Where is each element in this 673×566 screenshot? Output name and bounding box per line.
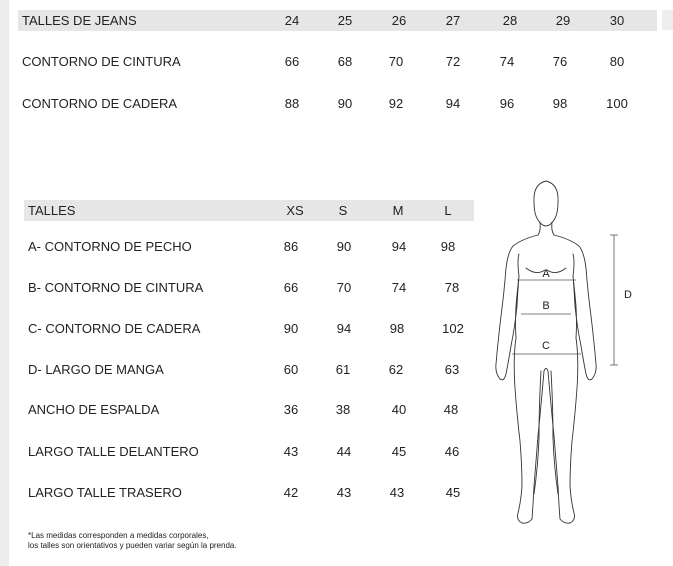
- cell-value: 46: [444, 444, 460, 459]
- cell-value: 102: [442, 321, 464, 336]
- cell-value: 70: [336, 280, 352, 295]
- cell-value: 68: [337, 54, 353, 69]
- jeans-size: 27: [445, 13, 461, 28]
- cell-value: 90: [337, 96, 353, 111]
- cell-value: 76: [552, 54, 568, 69]
- cell-value: 80: [609, 54, 625, 69]
- cell-value: 38: [335, 402, 351, 417]
- cell-value: 43: [283, 444, 299, 459]
- size-header-band: [24, 200, 474, 221]
- cell-value: 45: [445, 485, 461, 500]
- row-label: ANCHO DE ESPALDA: [28, 402, 160, 417]
- row-label: CONTORNO DE CADERA: [22, 96, 178, 111]
- row-label: D- LARGO DE MANGA: [28, 362, 164, 377]
- cell-value: 42: [283, 485, 299, 500]
- row-label: LARGO TALLE TRASERO: [28, 485, 182, 500]
- size-label: S: [338, 203, 348, 218]
- cell-value: 36: [283, 402, 299, 417]
- jeans-size: 30: [609, 13, 625, 28]
- cell-value: 98: [552, 96, 568, 111]
- row-label: CONTORNO DE CINTURA: [22, 54, 181, 69]
- cell-value: 98: [440, 239, 456, 254]
- cell-value: 61: [335, 362, 351, 377]
- jeans-size: 25: [337, 13, 353, 28]
- cell-value: 43: [336, 485, 352, 500]
- row-label: B- CONTORNO DE CINTURA: [28, 280, 204, 295]
- jeans-size: 28: [502, 13, 518, 28]
- cell-value: 40: [391, 402, 407, 417]
- cell-value: 92: [388, 96, 404, 111]
- cell-value: 44: [336, 444, 352, 459]
- cell-value: 66: [284, 54, 300, 69]
- size-header-label: TALLES: [28, 203, 76, 218]
- cell-value: 48: [443, 402, 459, 417]
- figure-right-outline: [548, 235, 596, 523]
- footnote-line-1: *Las medidas corresponden a medidas corporales,: [28, 531, 209, 540]
- footnote-line-2: los talles son orientativos y pueden variar según la prenda.: [28, 541, 237, 550]
- cell-value: 90: [283, 321, 299, 336]
- size-label: M: [392, 203, 404, 218]
- size-label: XS: [286, 203, 304, 218]
- label-a: A: [542, 268, 550, 280]
- cell-value: 74: [499, 54, 515, 69]
- left-edge-shade: [0, 0, 9, 566]
- jeans-header-label: TALLES DE JEANS: [22, 13, 137, 28]
- row-label: A- CONTORNO DE PECHO: [28, 239, 192, 254]
- jeans-size: 26: [391, 13, 407, 28]
- cell-value: 94: [445, 96, 461, 111]
- cell-value: 78: [444, 280, 460, 295]
- cell-value: 86: [283, 239, 299, 254]
- cell-value: 62: [388, 362, 404, 377]
- cell-value: 90: [336, 239, 352, 254]
- cell-value: 74: [391, 280, 407, 295]
- cell-value: 88: [284, 96, 300, 111]
- cell-value: 98: [389, 321, 405, 336]
- size-label: L: [444, 203, 452, 218]
- row-label: LARGO TALLE DELANTERO: [28, 444, 199, 459]
- cell-value: 43: [389, 485, 405, 500]
- jeans-size: 29: [555, 13, 571, 28]
- cell-value: 63: [444, 362, 460, 377]
- figure-neck: [538, 222, 554, 235]
- label-c: C: [542, 340, 550, 352]
- right-edge-shade: [662, 10, 673, 30]
- cell-value: 72: [445, 54, 461, 69]
- figure-head: [534, 181, 558, 226]
- label-b: B: [542, 300, 550, 312]
- figure-left-outline: [496, 235, 544, 523]
- cell-value: 70: [388, 54, 404, 69]
- body-measurement-figure: [486, 176, 646, 536]
- cell-value: 45: [391, 444, 407, 459]
- cell-value: 66: [283, 280, 299, 295]
- row-label: C- CONTORNO DE CADERA: [28, 321, 201, 336]
- label-d: D: [624, 289, 632, 301]
- figure-inner-legs: [534, 371, 558, 494]
- cell-value: 100: [606, 96, 628, 111]
- cell-value: 96: [499, 96, 515, 111]
- cell-value: 60: [283, 362, 299, 377]
- cell-value: 94: [391, 239, 407, 254]
- figure-crotch: [544, 369, 548, 372]
- jeans-size: 24: [284, 13, 300, 28]
- cell-value: 94: [336, 321, 352, 336]
